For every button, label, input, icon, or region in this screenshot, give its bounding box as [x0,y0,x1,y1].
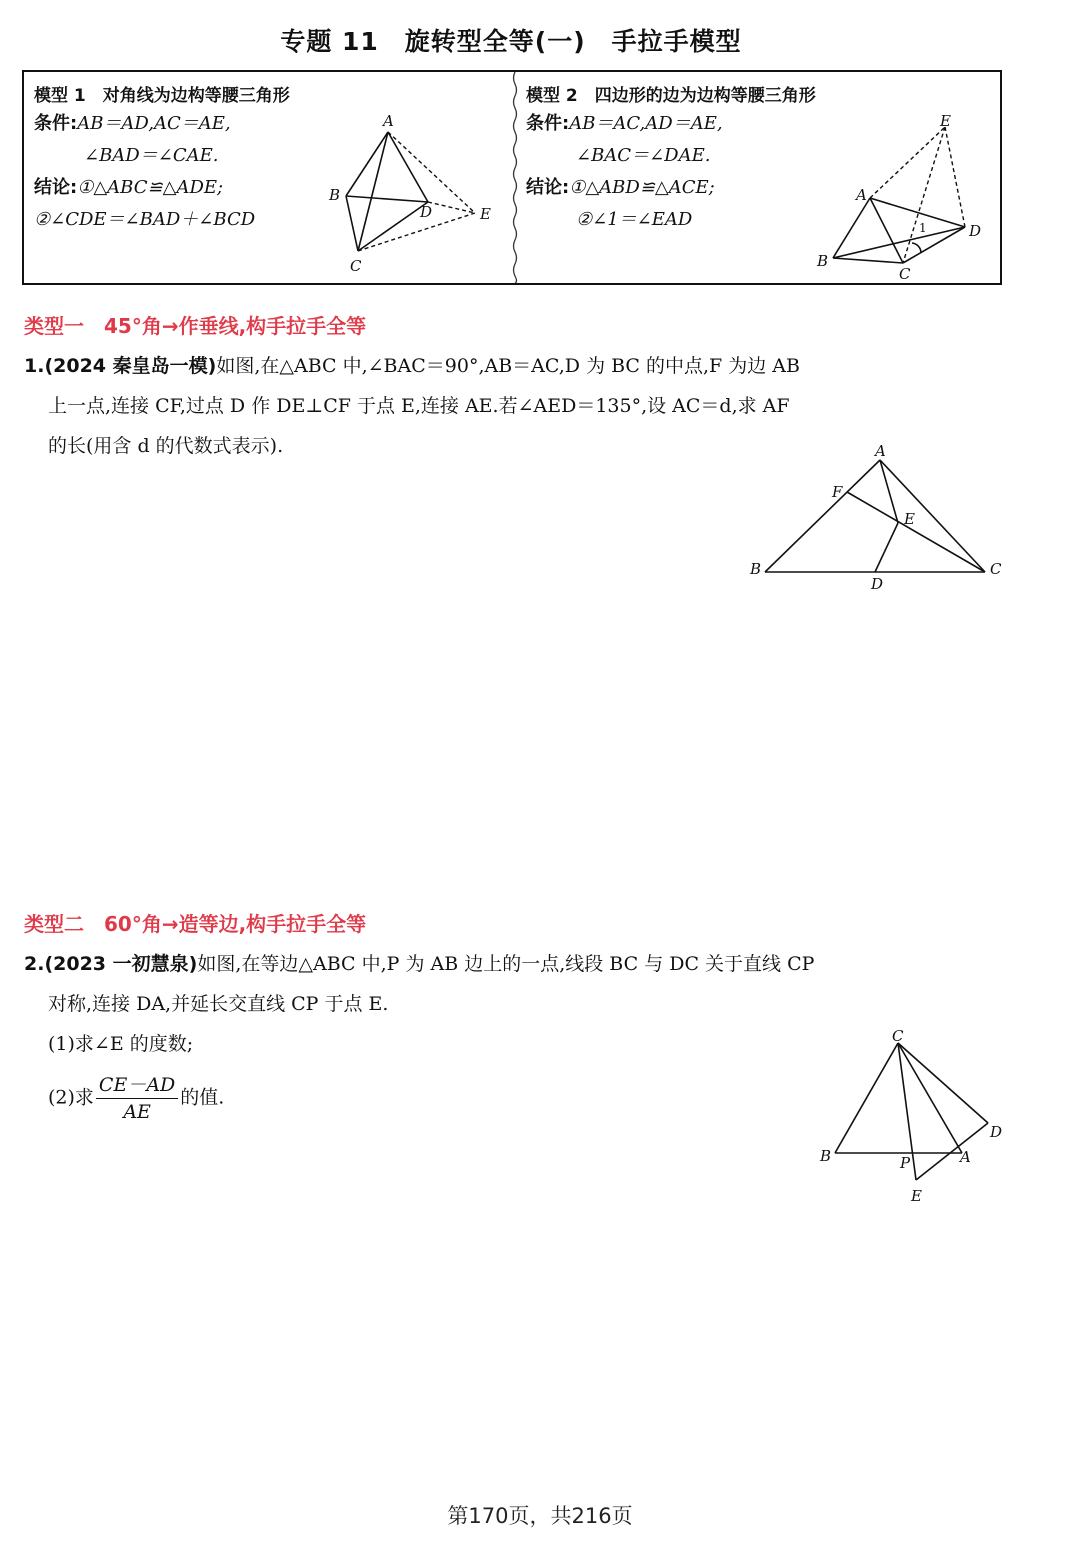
q2-fraction [96,1072,178,1125]
m2-seg-DE [945,127,965,227]
m1-label-B: B [329,186,341,204]
model1-conclusion [34,177,223,199]
model1-heading: 模型 1 对角线为边构等腰三角形 [34,86,290,106]
model2-conclusion-line1: ①△ABD≌△ACE; [569,177,715,198]
q2-seg-CD [898,1043,988,1123]
model2-heading: 模型 2 四边形的边为边构等腰三角形 [526,86,816,106]
page-title: 专题 11 旋转型全等(一) 手拉手模型 [280,27,742,56]
q1-line2: 上一点,连接 CF,过点 D 作 DE⊥CF 于点 E,连接 AE.若∠AED＝135°,设 AC＝d,求 AF [48,395,790,417]
q1-seg-AB [765,460,880,572]
model1-figure [320,105,510,277]
m2-seg-CD [903,227,965,263]
model2-condition-line2: ∠BAC＝∠DAE. [576,145,711,166]
q2-part2 [48,1072,224,1125]
m1-label-A: A [383,112,394,130]
q2-label-A: A [960,1148,971,1166]
m1-seg-AB [346,132,388,196]
q2-seg-DE [916,1123,988,1180]
model2-condition [526,113,723,135]
q1-source: (2024 秦皇岛一模) [44,355,217,377]
m1-label-D: D [420,203,433,221]
m1-seg-BD [346,196,428,202]
q1-line1-text: 如图,在△ABC 中,∠BAC＝90°,AB＝AC,D 为 BC 的中点,F 为边 AB [216,355,800,377]
m1-seg-DE [428,202,475,213]
q2-figure [810,1025,1010,1210]
m2-label-angle1: 1 [919,221,927,235]
q2-line2: 对称,连接 DA,并延长交直线 CP 于点 E. [48,993,389,1015]
q2-number: 2. [24,953,45,975]
q2-label-E: E [911,1187,922,1205]
model1-conclusion-label: 结论: [34,177,78,198]
q2-part2-suffix: 的值. [180,1086,225,1109]
model2-figure [800,105,1000,283]
model2-conclusion-line2: ②∠1＝∠EAD [576,209,693,230]
q2-fraction-denominator: AE [123,1101,151,1123]
m1-label-C: C [350,257,362,275]
model1-condition [34,113,231,135]
m2-seg-BD [833,227,965,258]
m2-seg-AB [833,198,870,258]
m2-label-A: A [856,186,867,204]
model1-condition-line1: AB＝AD,AC＝AE, [77,113,231,134]
model1-condition-label: 条件: [34,113,78,134]
type1-heading: 类型一 45°角→作垂线,构手拉手全等 [24,314,367,338]
m2-seg-AD [870,198,965,227]
q1-seg-DE [875,523,898,572]
page-footer: 第170页，共216页 [447,1504,633,1528]
q1-line1 [24,346,800,386]
q1-label-C: C [990,560,1002,578]
q1-label-F: F [832,483,843,501]
q1-label-D: D [871,575,884,593]
q1-seg-CF [847,492,985,572]
q2-source: (2023 一初慧泉) [44,953,198,975]
model1-conclusion-line1: ①△ABC≌△ADE; [77,177,224,198]
m2-angle1-arc [912,243,921,253]
q2-part2-prefix: (2)求 [48,1086,94,1109]
q2-label-B: B [820,1147,832,1165]
q2-seg-CA [898,1043,962,1153]
q2-label-C: C [892,1027,904,1045]
model2-condition-label: 条件: [526,113,570,134]
q2-line1-text: 如图,在等边△ABC 中,P 为 AB 边上的一点,线段 BC 与 DC 关于直线 CP [197,953,815,975]
q1-line3: 的长(用含 d 的代数式表示). [48,435,284,457]
m1-label-E: E [480,205,491,223]
q2-fraction-numerator: CE－AD [96,1072,178,1099]
q2-seg-CB [835,1043,898,1153]
q2-line1 [24,944,814,984]
q1-label-E: E [904,510,915,528]
q1-number: 1. [24,355,45,377]
model2-condition-line1: AB＝AC,AD＝AE, [569,113,723,134]
model1-conclusion-line2: ②∠CDE＝∠BAD＋∠BCD [34,209,256,230]
m1-seg-AE [388,132,475,213]
model-divider [512,72,518,283]
m1-seg-BC [346,196,358,251]
q2-label-D: D [990,1123,1003,1141]
q2-part1: (1)求∠E 的度数; [48,1033,194,1055]
m2-label-B: B [817,252,829,270]
m2-label-C: C [899,265,911,283]
m2-seg-BC [833,258,903,263]
q1-figure [740,440,1040,600]
q2-label-P: P [900,1154,911,1172]
m2-label-E: E [940,112,951,130]
model2-conclusion-label: 结论: [526,177,570,198]
m2-label-D: D [969,222,982,240]
q1-label-B: B [750,560,762,578]
m1-seg-AD [388,132,428,202]
m1-seg-CE [358,213,475,251]
type2-heading: 类型二 60°角→造等边,构手拉手全等 [24,912,367,936]
model2-conclusion [526,177,715,199]
model1-condition-line2: ∠BAD＝∠CAE. [84,145,219,166]
m2-seg-AC [870,198,903,263]
q1-label-A: A [875,442,886,460]
